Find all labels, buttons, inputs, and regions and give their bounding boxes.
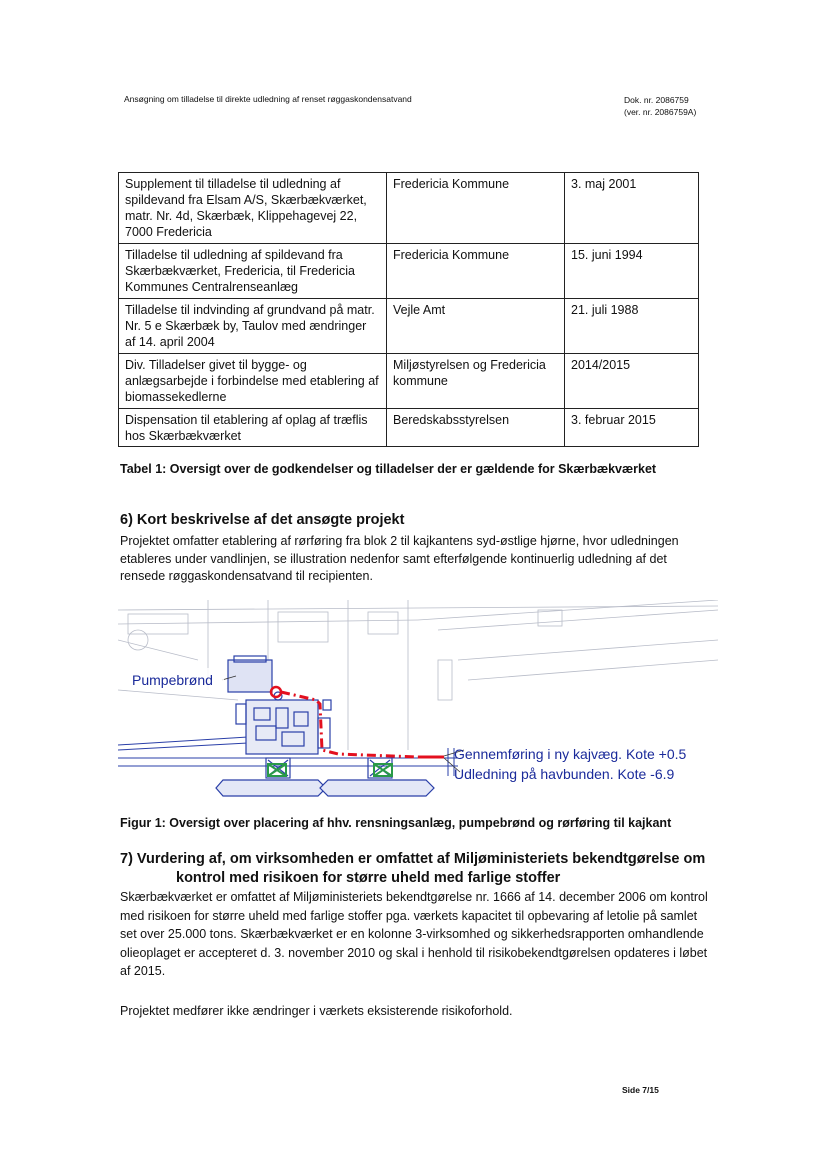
pontoons: [216, 780, 434, 796]
table-caption: Tabel 1: Oversigt over de godkendelser og tilladelser der er gældende for Skærbækværket: [120, 462, 657, 476]
permit-authority: Fredericia Kommune: [387, 173, 565, 244]
permit-authority: Beredskabsstyrelsen: [387, 409, 565, 447]
site-plan-figure: [118, 600, 718, 800]
permit-date: 2014/2015: [565, 354, 699, 409]
permit-title: Supplement til tilladelse til udledning af spildevand fra Elsam A/S, Skærbækværket, matr. Nr. 4d, Skærbæk, Klippehagevej 22, 7000 Fredericia: [119, 173, 387, 244]
table-row: [119, 244, 699, 299]
doc-version: (ver. nr. 2086759A): [624, 107, 697, 117]
permit-date: 3. februar 2015: [565, 409, 699, 447]
permit-date: 21. juli 1988: [565, 299, 699, 354]
section7-heading: [120, 850, 720, 888]
section6-heading: 6) Kort beskrivelse af det ansøgte projekt: [120, 512, 405, 528]
permit-title: Tilladelse til udledning af spildevand fra Skærbækværket, Fredericia, til Fredericia Kommunes Centralrenseanlæg: [119, 244, 387, 299]
plant-outline: [228, 656, 392, 778]
header-title: Ansøgning om tilladelse til direkte udledning af renset røggaskondensatvand: [124, 94, 412, 104]
section7-body-2: Projektet medfører ikke ændringer i værkets eksisterende risikoforhold.: [120, 1004, 513, 1018]
permit-authority: Vejle Amt: [387, 299, 565, 354]
penetration-label: Gennemføring i ny kajvæg. Kote +0.5: [454, 746, 687, 762]
table-row: [119, 409, 699, 447]
section6-body: Projektet omfatter etablering af rørføring fra blok 2 til kajkantens syd-østlige hjørne, hvor udledningen etableres under vandlinjen, se illustration nedenfor samt efterfølgende kontinuerlig udledning af det rensede røggaskondensatvand til recipienten.: [120, 534, 679, 583]
figure-caption: Figur 1: Oversigt over placering af hhv. rensningsanlæg, pumpebrønd og rørføring til kajkant: [120, 816, 672, 830]
permits-table: [118, 172, 699, 447]
permit-authority: Fredericia Kommune: [387, 244, 565, 299]
permit-authority: Miljøstyrelsen og Fredericia kommune: [387, 354, 565, 409]
section7-heading-line1: 7) Vurdering af, om virksomheden er omfattet af Miljøministeriets bekendtgørelse om: [120, 851, 706, 867]
section7-body: Skærbækværket er omfattet af Miljøministeriets bekendtgørelse nr. 1666 af 14. december 2006 om kontrol med risikoen for større uheld med farlige stoffer pga. værkets kapacitet til opbevaring af letolie på samlet set over 25.000 tons. Skærbækværket er en kolonne 3-virksomhed og sikkerhedsrapporten omhandlende olieoplaget er accepteret d. 3. november 2010 og skal i henhold til risikobekendtgørelsen opdateres i løbet af 2015.: [120, 890, 708, 978]
permit-title: Div. Tilladelser givet til bygge- og anlægsarbejde i forbindelse med etablering af biomassekedlerne: [119, 354, 387, 409]
table-row: [119, 354, 699, 409]
permit-date: 15. juni 1994: [565, 244, 699, 299]
doc-number: Dok. nr. 2086759: [624, 95, 689, 105]
pump-well-label: Pumpebrønd: [132, 672, 213, 688]
discharge-label: Udledning på havbunden. Kote -6.9: [454, 766, 675, 782]
permit-title: Tilladelse til indvinding af grundvand på matr. Nr. 5 e Skærbæk by, Taulov med ændringer af 14. april 2004: [119, 299, 387, 354]
table-row: [119, 299, 699, 354]
table-row: [119, 173, 699, 244]
site-plan-drawing: [118, 600, 718, 800]
permit-title: Dispensation til etablering af oplag af træflis hos Skærbækværket: [119, 409, 387, 447]
page-number: Side 7/15: [622, 1085, 659, 1095]
permit-date: 3. maj 2001: [565, 173, 699, 244]
header-doc-info: [624, 94, 696, 118]
section7-heading-line2: kontrol med risikoen for større uheld med farlige stoffer: [176, 870, 561, 886]
